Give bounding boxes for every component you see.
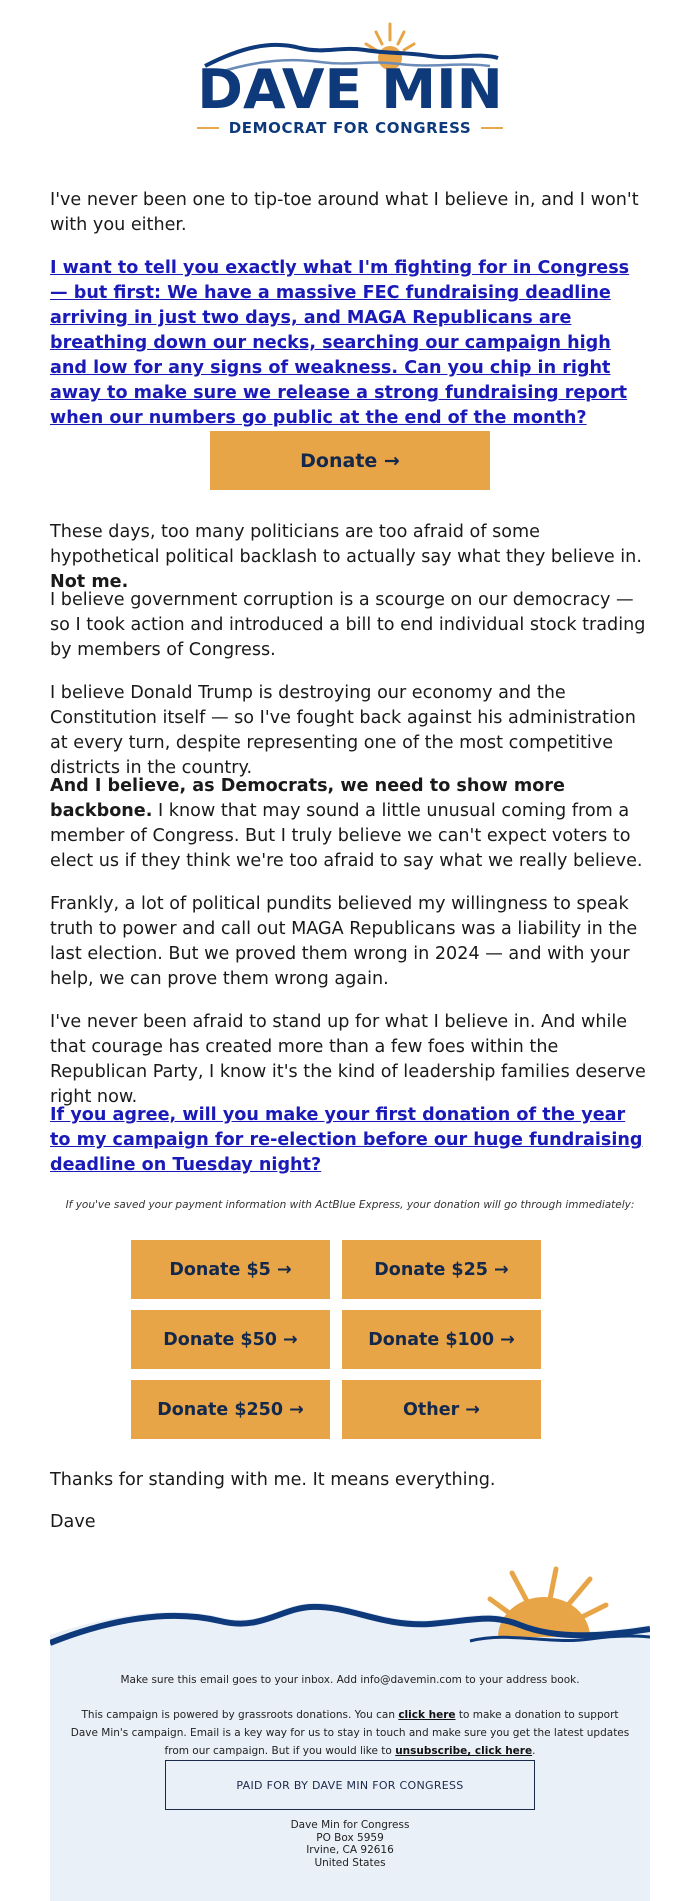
paragraph-backbone <box>50 774 650 874</box>
donate-amount-grid <box>131 1240 541 1439</box>
not-me-bold: Not me. <box>50 572 129 592</box>
divider <box>481 127 503 129</box>
backbone-text: I know that may sound a little unusual coming from a member of Congress. But I truly believe we can't expect voters to elect us if they think we're too afraid to say what we really believe. <box>50 801 643 871</box>
politicians-text: These days, too many politicians are too afraid of some hypothetical political backlash to actually say what they believe in. <box>50 522 642 567</box>
trump-text: I believe Donald Trump is destroying our economy and the Constitution itself — so I've fought back against his administration at every turn, despite representing one of the most competitive districts in the country. <box>50 683 636 778</box>
logo-wordmark: DAVE MIN <box>197 58 503 121</box>
pundits-text: Frankly, a lot of political pundits believed my willingness to speak truth to power and call out MAGA Republicans was a liability in the last election. But we proved them wrong in 2024 — and with your help, we can prove them wrong again. <box>50 894 638 989</box>
paragraph-trump <box>50 681 650 781</box>
donate-other-button[interactable]: Other → <box>342 1380 541 1439</box>
logo-subtitle-row <box>0 119 700 137</box>
donate-100-button[interactable]: Donate $100 → <box>342 1310 541 1369</box>
thanks-text: Thanks for standing with me. It means everything. <box>50 1470 496 1490</box>
header <box>0 0 700 160</box>
inbox-note: Make sure this email goes to your inbox. Add info@davemin.com to your address book. <box>120 1674 580 1686</box>
paragraph-pundits <box>50 892 650 992</box>
re-election-donate-link[interactable]: If you agree, will you make your first donation of the year to my campaign for re-election before our huge fundraising deadline on Tuesday night? <box>50 1105 643 1175</box>
re-election-link-block <box>50 1103 650 1178</box>
intro-paragraph <box>50 188 650 238</box>
intro-text: I've never been one to tip-toe around what I believe in, and I won't with you either. <box>50 190 639 235</box>
paragraph-corruption <box>50 588 650 663</box>
corruption-text: I believe government corruption is a scourge on our democracy — so I took action and introduced a bill to end individual stock trading by members of Congress. <box>50 590 646 660</box>
donate-50-button[interactable]: Donate $50 → <box>131 1310 330 1369</box>
paragraph-courage <box>50 1010 650 1110</box>
donate-250-button[interactable]: Donate $250 → <box>131 1380 330 1439</box>
actblue-note: If you've saved your payment information with ActBlue Express, your donation will go through immediately: <box>65 1199 635 1211</box>
powered-by-note: This campaign is powered by grassroots donations. You can click here to make a donation to support Dave Min's campaign. Email is a key way for us to stay in touch and make sure you get the latest updates from our campaign. But if you would like to unsubscribe, click here. <box>70 1709 630 1757</box>
donate-button[interactable]: Donate → <box>210 431 490 490</box>
deadline-donate-link[interactable]: I want to tell you exactly what I'm fighting for in Congress — but first: We have a massive FEC fundraising deadline arriving in just two days, and MAGA Republicans are breathing down our necks, searching our campaign high and low for any signs of weakness. Can you chip in right away to make sure we release a strong fundraising report when our numbers go public at the end of the month? <box>50 258 630 428</box>
paragraph-politicians <box>50 520 650 595</box>
logo-subtitle: DEMOCRAT FOR CONGRESS <box>228 119 472 137</box>
divider <box>197 127 219 129</box>
courage-text: I've never been afraid to stand up for what I believe in. And while that courage has created more than a few foes within the Republican Party, I know it's the kind of leadership families deserve right now. <box>50 1012 646 1107</box>
donate-25-button[interactable]: Donate $25 → <box>342 1240 541 1299</box>
click-here-link[interactable]: click here <box>398 1709 456 1721</box>
donate-5-button[interactable]: Donate $5 → <box>131 1240 330 1299</box>
wave-sun-footer-icon <box>50 1565 650 1675</box>
signoff-paragraph <box>50 1510 650 1535</box>
signoff-text: Dave <box>50 1512 96 1532</box>
mailing-address: Dave Min for Congress PO Box 5959 Irvine, CA 92616 United States <box>290 1819 410 1869</box>
thanks-paragraph <box>50 1468 650 1493</box>
paid-for-disclaimer: PAID FOR BY DAVE MIN FOR CONGRESS <box>165 1760 535 1810</box>
unsubscribe-link[interactable]: unsubscribe, click here <box>395 1745 533 1757</box>
backbone-bold: And I believe, as Democrats, we need to show more backbone. <box>50 776 565 821</box>
deadline-link-block <box>50 256 650 431</box>
